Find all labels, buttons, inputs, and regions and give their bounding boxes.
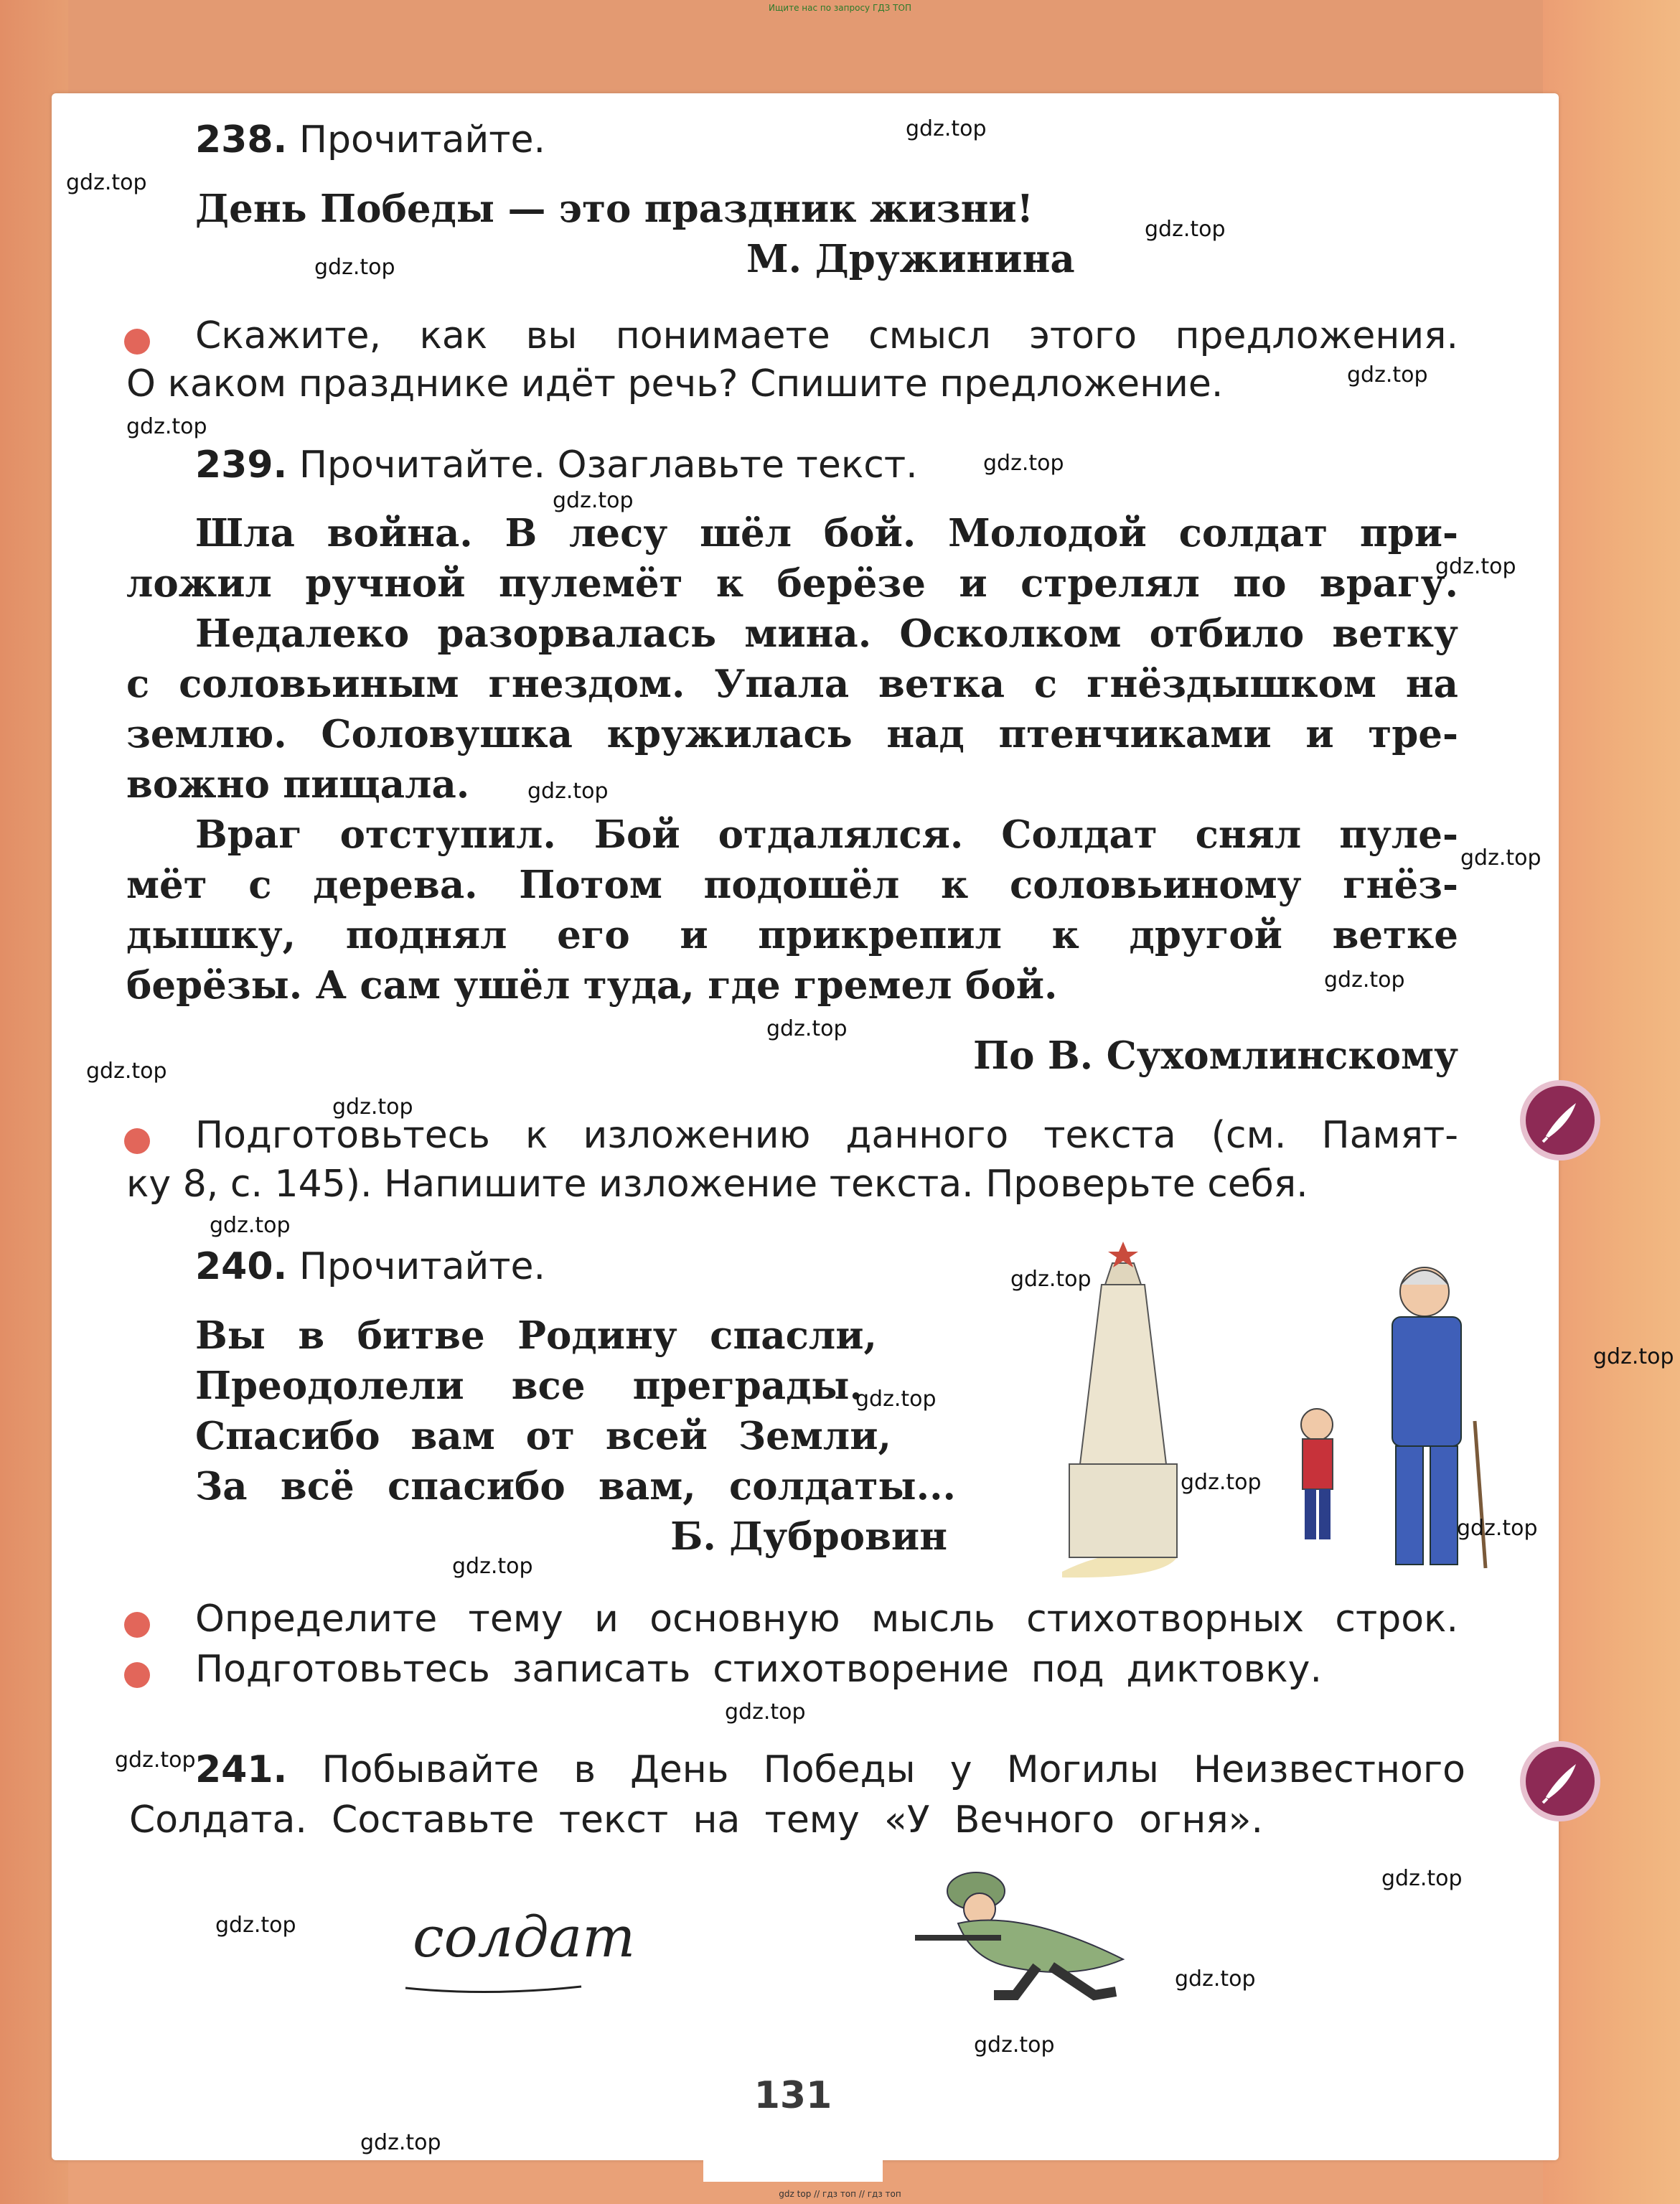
- bullet-icon: [124, 1662, 150, 1688]
- quote-author: М. Дружинина: [746, 237, 1075, 281]
- page-number: 131: [754, 2074, 832, 2117]
- exercise-number: 239.: [195, 444, 288, 487]
- vocabulary-word: солдат: [413, 1905, 636, 1970]
- text-line: Шла война. В лесу шёл бой. Молодой солдат при-: [195, 511, 1458, 555]
- soldier-illustration: [908, 1859, 1145, 2002]
- quill-icon: [1526, 1086, 1595, 1155]
- write-task-icon: [1520, 1080, 1600, 1160]
- text-line: Недалеко разорвалась мина. Осколком отбило ветку: [195, 611, 1458, 656]
- memorial-illustration: [1033, 1242, 1493, 1579]
- bullet-icon: [124, 1128, 150, 1154]
- watermark: gdz.top: [86, 1059, 167, 1084]
- watermark: gdz.top: [332, 1094, 413, 1120]
- watermark: gdz.top: [1460, 845, 1541, 871]
- footer-note: gdz top // гдз топ // гдз топ: [779, 2189, 901, 2199]
- text-line: дышку, поднял его и прикрепил к другой ветке: [126, 913, 1458, 957]
- exercise-240-heading: [195, 1245, 545, 1288]
- watermark: gdz.top: [215, 1913, 296, 1938]
- watermark: gdz.top: [983, 451, 1064, 476]
- poem-line: Преодолели все преграды.: [195, 1364, 863, 1408]
- watermark: gdz.top: [1145, 217, 1226, 242]
- poem-line: За всё спасибо вам, солдаты...: [195, 1464, 956, 1509]
- text-line: вожно пищала.: [126, 762, 470, 807]
- bullet-icon: [124, 1612, 150, 1638]
- header-note: Ищите нас по запросу ГДЗ ТОП: [769, 3, 911, 13]
- exercise-239-heading: [195, 444, 918, 487]
- watermark: gdz.top: [766, 1016, 848, 1041]
- exercise-text: Побывайте в День Победы у Могилы Неизвестного: [322, 1748, 1465, 1791]
- watermark: gdz.top: [974, 2032, 1055, 2058]
- poem-line: Спасибо вам от всей Земли,: [195, 1414, 891, 1458]
- task-line: Определите тему и основную мысль стихотворных строк.: [195, 1598, 1458, 1641]
- exercise-number: 238.: [195, 118, 288, 161]
- watermark: gdz.top: [1010, 1267, 1092, 1292]
- watermark: gdz.top: [1381, 1866, 1463, 1891]
- exercise-number: 241.: [195, 1748, 288, 1791]
- watermark: gdz.top: [66, 170, 147, 195]
- task-line: Подготовьтесь записать стихотворение под диктовку.: [195, 1648, 1322, 1691]
- poem-line: Вы в битве Родину спасли,: [195, 1313, 877, 1358]
- watermark: gdz.top: [126, 414, 207, 439]
- exercise-238-heading: [195, 118, 545, 161]
- write-task-icon: [1520, 1741, 1600, 1821]
- watermark: gdz.top: [115, 1748, 196, 1773]
- watermark: gdz.top: [360, 2130, 441, 2155]
- watermark: gdz.top: [1175, 1966, 1256, 1992]
- text-author: По В. Сухомлинскому: [973, 1033, 1458, 1078]
- watermark: gdz.top: [1593, 1344, 1674, 1369]
- watermark: gdz.top: [314, 255, 395, 280]
- watermark: gdz.top: [1347, 362, 1428, 388]
- text-line: берёзы. А сам ушёл туда, где гремел бой.: [126, 963, 1058, 1008]
- poem-author: Б. Дубровин: [670, 1514, 947, 1559]
- watermark: gdz.top: [1324, 967, 1405, 993]
- watermark: gdz.top: [855, 1387, 937, 1412]
- quote-line: День Победы — это праздник жизни!: [195, 187, 1033, 231]
- top-background: [0, 0, 1680, 100]
- exercise-text: Солдата. Составьте текст на тему «У Вечного огня».: [129, 1799, 1263, 1842]
- watermark: gdz.top: [1181, 1470, 1262, 1495]
- underline-decoration: [402, 1974, 660, 2002]
- watermark: gdz.top: [210, 1213, 291, 1238]
- text-line: мёт с дерева. Потом подошёл к соловьиному гнёз-: [126, 863, 1458, 907]
- task-line: Скажите, как вы понимаете смысл этого предложения.: [195, 314, 1458, 357]
- watermark: gdz.top: [906, 116, 987, 141]
- task-line: ку 8, с. 145). Напишите изложение текста. Проверьте себя.: [126, 1163, 1308, 1206]
- watermark: gdz.top: [1457, 1516, 1538, 1541]
- task-line: О каком празднике идёт речь? Спишите предложение.: [126, 362, 1224, 405]
- bullet-icon: [124, 329, 150, 355]
- quill-icon: [1526, 1747, 1595, 1816]
- exercise-instruction: Прочитайте.: [299, 1245, 546, 1288]
- exercise-number: 240.: [195, 1245, 288, 1288]
- text-line: Враг отступил. Бой отдалялся. Солдат снял пуле-: [195, 812, 1458, 857]
- task-line: Подготовьтесь к изложению данного текста (см. Памят-: [195, 1114, 1458, 1157]
- exercise-241-line: [195, 1748, 1465, 1791]
- text-line: землю. Соловушка кружилась над птенчиками и тре-: [126, 712, 1458, 756]
- exercise-instruction: Прочитайте.: [299, 118, 546, 161]
- watermark: gdz.top: [725, 1699, 806, 1725]
- exercise-instruction: Прочитайте. Озаглавьте текст.: [299, 444, 918, 487]
- watermark: gdz.top: [452, 1554, 533, 1579]
- text-line: ложил ручной пулемёт к берёзе и стрелял по врагу.: [126, 561, 1458, 606]
- watermark: gdz.top: [1435, 554, 1516, 579]
- text-line: с соловьиным гнездом. Упала ветка с гнёздышком на: [126, 662, 1458, 706]
- watermark: gdz.top: [527, 779, 609, 804]
- watermark: gdz.top: [553, 488, 634, 513]
